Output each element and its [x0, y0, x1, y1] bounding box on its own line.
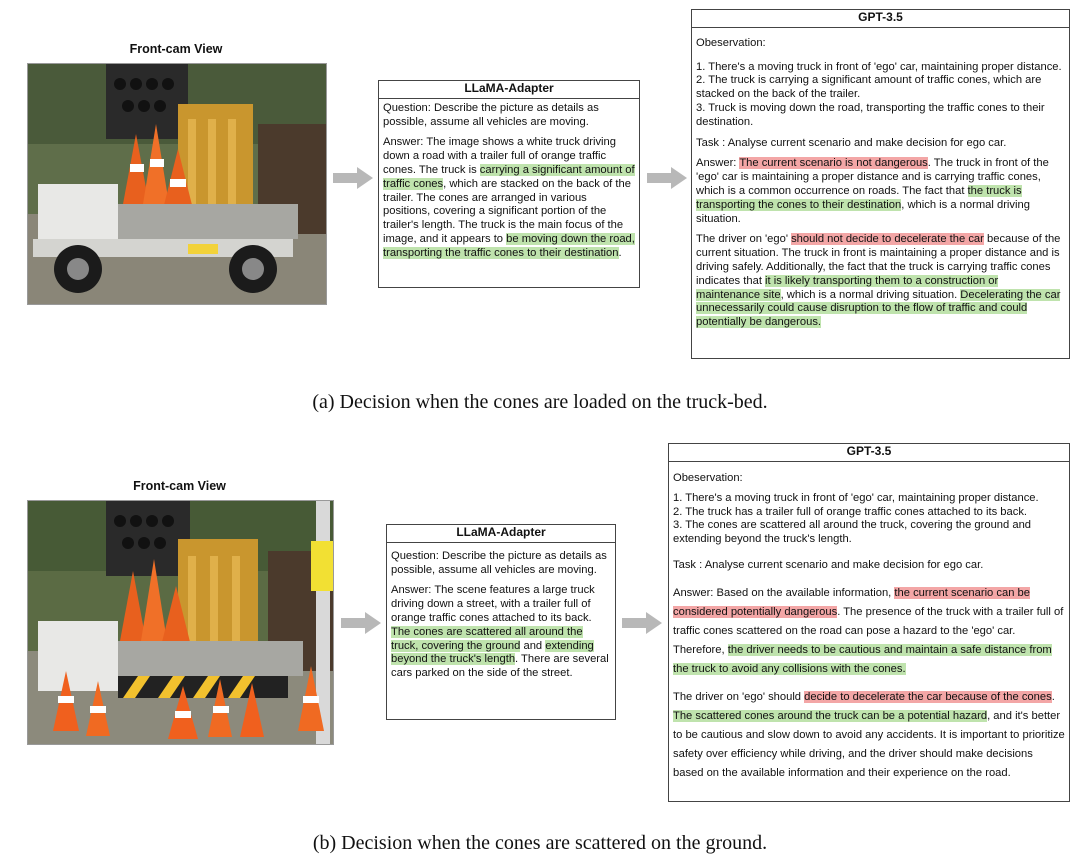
gpt-task: Task : Analyse current scenario and make decision for ego car.: [696, 136, 1007, 149]
llama-adapter-box-b: [386, 524, 616, 720]
front-cam-image-a: [27, 63, 327, 305]
gpt-observations: 1. There's a moving truck in front of 'ego' car, maintaining proper distance. 2. The truck has a trailer full of orange traffic cones attached to its back. 3. The cones are scattered all around the truck, covering the ground and extending beyond the truck's length.: [673, 491, 1039, 546]
gpt-decision: The driver on 'ego' should not decide to decelerate the car because of the current situation. The truck in front is maintaining a proper distance and is driving safely. Additionally, the fact that the truck is carrying traffic cones indicates that it is likely transporting them to a construction or maintenance site, which is a normal driving situation. Decelerating the car unnecessarily could cause disruption to the flow of traffic and could potentially be dangerous.: [696, 233, 1061, 329]
llama-question: Question: Describe the picture as details as possible, assume all vehicles are moving.: [391, 549, 607, 576]
gpt-answer: Answer: Based on the available information, the current scenario can be considered potentially dangerous. The presence of the truck with a trailer full of traffic cones scattered on the road can pose a hazard to the 'ego' car. Therefore, the driver needs to be cautious and maintain a safe distance from the truck to avoid any collisions with the cones.: [673, 586, 1064, 675]
llama-answer: Answer: The scene features a large truck driving down a street, with a trailer full of orange traffic cones attached to its back. The cones are scattered all around the truck, covering the ground and extending beyond the truck's length. There are several cars parked on the side of the street.: [391, 584, 609, 680]
gpt-observation-label: Obeservation:: [696, 36, 766, 49]
llama-adapter-title: LLaMA-Adapter: [379, 81, 639, 99]
llama-adapter-title: LLaMA-Adapter: [387, 525, 615, 543]
arrow-icon: [622, 612, 662, 634]
front-cam-title-b: Front-cam View: [133, 479, 226, 493]
gpt-observations: 1. There's a moving truck in front of 'ego' car, maintaining proper distance. 2. The truck is carrying a significant amount of traffic cones, which are stacked on the back of the trailer. 3. Truck is moving down the road, transporting the traffic cones to their destination.: [696, 60, 1062, 128]
gpt-title: GPT-3.5: [692, 10, 1069, 28]
llama-question: Question: Describe the picture as details as possible, assume all vehicles are moving.: [383, 101, 599, 128]
front-cam-image-b: [27, 500, 334, 745]
llama-adapter-box-a: [378, 80, 640, 288]
llama-answer: Answer: The image shows a white truck driving down a road with a trailer full of orange traffic cones. The truck is carrying a significant amount of traffic cones, which are stacked on the back of the trailer. The cones are arranged in various positions, covering a significant portion of the trailer's length. The truck is the main focus of the image, and it appears to be moving down the road, transporting the traffic cones to their destination.: [383, 136, 635, 259]
arrow-icon: [647, 167, 687, 189]
arrow-icon: [333, 167, 373, 189]
gpt-task: Task : Analyse current scenario and make decision for ego car.: [673, 558, 984, 571]
gpt-answer: Answer: The current scenario is not dangerous. The truck in front of the 'ego' car is maintaining a proper distance and is carrying traffic cones, which is a common occurrence on roads. The fact that the truck is transporting the cones to their destination, which is a normal driving situation.: [696, 157, 1049, 225]
gpt-observation-label: Obeservation:: [673, 471, 743, 484]
gpt-title: GPT-3.5: [669, 444, 1069, 462]
gpt-box-a: [691, 9, 1070, 359]
caption-a: (a) Decision when the cones are loaded on the truck-bed.: [312, 391, 768, 413]
front-cam-title-a: Front-cam View: [129, 42, 223, 56]
arrow-icon: [341, 612, 381, 634]
caption-b: (b) Decision when the cones are scattered on the ground.: [312, 832, 768, 854]
gpt-box-b: [668, 443, 1070, 802]
gpt-decision: The driver on 'ego' should decide to decelerate the car because of the cones. The scattered cones around the truck can be a potential hazard, and it's better to be cautious and slow down to avoid any accidents. It is important to prioritize safety over efficiency while driving, and the driver should make decisions based on the available information and their experience on the road.: [673, 690, 1065, 779]
